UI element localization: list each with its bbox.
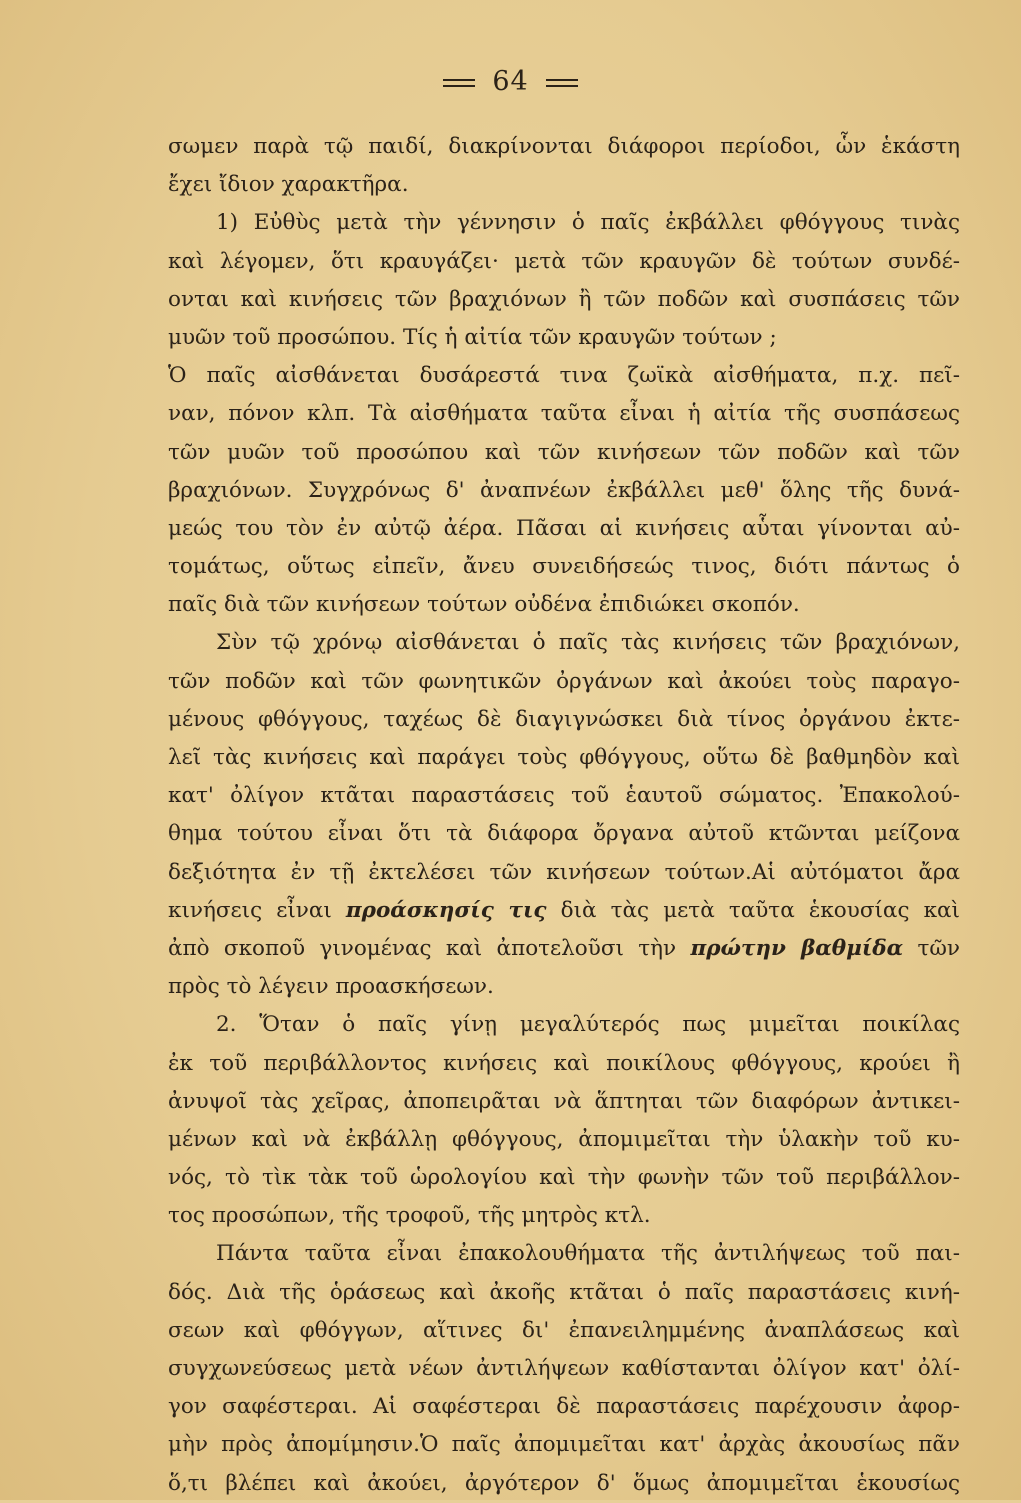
text-segment: τῶν [903, 935, 960, 961]
text-line: ἔχει ἴδιον χαρακτῆρα. [168, 172, 409, 198]
text-line: τος προσώπων, τῆς τροφοῦ, τῆς μητρὸς κτλ. [168, 1203, 651, 1229]
text-line: ναν, πόνον κλπ. Τὰ αἰσθήματα ταῦτα εἶναι ἡ αἰτία τῆς συσπάσεως [168, 401, 960, 427]
text-line [168, 930, 960, 968]
text-line: λεῖ τὰς κινήσεις καὶ παράγει τοὺς φθόγγους, οὕτω δὲ βαθμηδὸν καὶ [168, 745, 960, 770]
text-line: κατ' ὀλίγον κτᾶται παραστάσεις τοῦ ἑαυτοῦ σώματος. Ἐπακολού- [168, 783, 960, 809]
text-line: μένων καὶ νὰ ἐκβάλλῃ φθόγγους, ἀπομιμεῖται τὴν ὑλακὴν τοῦ κυ- [168, 1126, 960, 1152]
text-line: παῖς διὰ τῶν κινήσεων τούτων οὐδένα ἐπιδιώκει σκοπόν. [168, 592, 800, 618]
text-line: μυῶν τοῦ προσώπου. Τίς ἡ αἰτία τῶν κραυγῶν τούτων ; [168, 324, 777, 350]
text-line: ονται καὶ κινήσεις τῶν βραχιόνων ἢ τῶν ποδῶν καὶ συσπάσεις τῶν [168, 286, 960, 312]
text-line: μεώς του τὸν ἐν αὐτῷ ἀέρα. Πᾶσαι αἱ κινήσεις αὗται γίνονται αὐ- [168, 515, 960, 541]
text-line: μένους φθόγγους, ταχέως δὲ διαγιγνώσκει διὰ τίνος ὀργάνου ἐκτε- [168, 706, 960, 732]
text-line: 1) Εὐθὺς μετὰ τὴν γέννησιν ὁ παῖς ἐκβάλλει φθόγγους τινὰς [216, 210, 960, 236]
text-line: νός, τὸ τὶκ τὰκ τοῦ ὡρολογίου καὶ τὴν φωνὴν τῶν τοῦ περιβάλλον- [168, 1165, 960, 1191]
text-line: πρὸς τὸ λέγειν προασκήσεων. [168, 974, 494, 1000]
text-line: δεξιότητα ἐν τῇ ἐκτελέσει τῶν κινήσεων τούτων.Αἱ αὐτόματοι ἄρα [168, 859, 960, 885]
emphasized-term: προάσκησίς τις [345, 897, 547, 923]
page-header [0, 66, 1021, 97]
header-rule-right [546, 79, 578, 87]
text-line: Ὁ παῖς αἰσθάνεται δυσάρεστά τινα ζωϊκὰ αἰσθήματα, π.χ. πεῖ- [168, 363, 960, 389]
text-segment: κινήσεις εἶναι [168, 897, 346, 923]
text-line: σεων καὶ φθόγγων, αἵτινες δι' ἐπανειλημμένης ἀναπλάσεως καὶ [168, 1317, 960, 1343]
text-line: Πάντα ταῦτα εἶναι ἐπακολουθήματα τῆς ἀντιλήψεως τοῦ παι- [216, 1241, 960, 1267]
text-line: ἀνυψοῖ τὰς χεῖρας, ἀποπειρᾶται νὰ ἅπτηται τῶν διαφόρων ἀντικει- [168, 1088, 960, 1114]
text-line: 2. Ὅταν ὁ παῖς γίνῃ μεγαλύτερός πως μιμεῖται ποικίλας [216, 1012, 960, 1038]
text-line: καὶ λέγομεν, ὅτι κραυγάζει· μετὰ τῶν κραυγῶν δὲ τούτων συνδέ- [168, 248, 960, 274]
text-line: γον σαφέστεραι. Αἱ σαφέστεραι δὲ παραστάσεις παρέχουσιν ἀφορ- [168, 1394, 960, 1420]
text-line: μὴν πρὸς ἀπομίμησιν.Ὁ παῖς ἀπομιμεῖται κατ' ἀρχὰς ἀκουσίως πᾶν [168, 1432, 960, 1458]
text-segment: διὰ τὰς μετὰ ταῦτα ἑκουσίας καὶ [546, 897, 960, 923]
body-text [168, 128, 960, 1503]
text-line: τομάτως, οὕτως εἰπεῖν, ἄνευ συνειδήσεώς τινος, διότι πάντως ὁ [168, 554, 960, 580]
text-line: Σὺν τῷ χρόνῳ αἰσθάνεται ὁ παῖς τὰς κινήσεις τῶν βραχιόνων, [216, 630, 960, 656]
text-line: τῶν μυῶν τοῦ προσώπου καὶ τῶν κινήσεων τῶν ποδῶν καὶ τῶν [168, 439, 960, 465]
text-line: ὅ,τι βλέπει καὶ ἀκούει, ἀργότερον δ' ὅμως ἀπομιμεῖται ἑκουσίως [168, 1470, 960, 1496]
text-segment: ἀπὸ σκοποῦ γινομένας καὶ ἀποτελοῦσι τὴν [168, 935, 691, 961]
header-rule-left [443, 79, 475, 87]
text-line: βραχιόνων. Συγχρόνως δ' ἀναπνέων ἐκβάλλει μεθ' ὅλης τῆς δυνά- [168, 477, 960, 503]
text-line: θημα τούτου εἶναι ὅτι τὰ διάφορα ὄργανα αὐτοῦ κτῶνται μείζονα [168, 821, 960, 847]
text-line: δός. Διὰ τῆς ὁράσεως καὶ ἀκοῆς κτᾶται ὁ παῖς παραστάσεις κινή- [168, 1279, 960, 1305]
text-line: συγχωνεύσεως μετὰ νέων ἀντιλήψεων καθίστανται ὀλίγον κατ' ὀλί- [168, 1356, 960, 1381]
text-line: τῶν ποδῶν καὶ τῶν φωνητικῶν ὀργάνων καὶ ἀκούει τοὺς παραγο- [168, 668, 960, 694]
text-line: σωμεν παρὰ τῷ παιδί, διακρίνονται διάφοροι περίοδοι, ὧν ἑκάστη [168, 134, 960, 159]
text-line: ἐκ τοῦ περιβάλλοντος κινήσεις καὶ ποικίλους φθόγγους, κρούει ἢ [168, 1050, 960, 1076]
page-number: 64 [492, 66, 529, 97]
text-line [168, 892, 960, 930]
emphasized-term: πρώτην βαθμίδα [690, 935, 904, 961]
